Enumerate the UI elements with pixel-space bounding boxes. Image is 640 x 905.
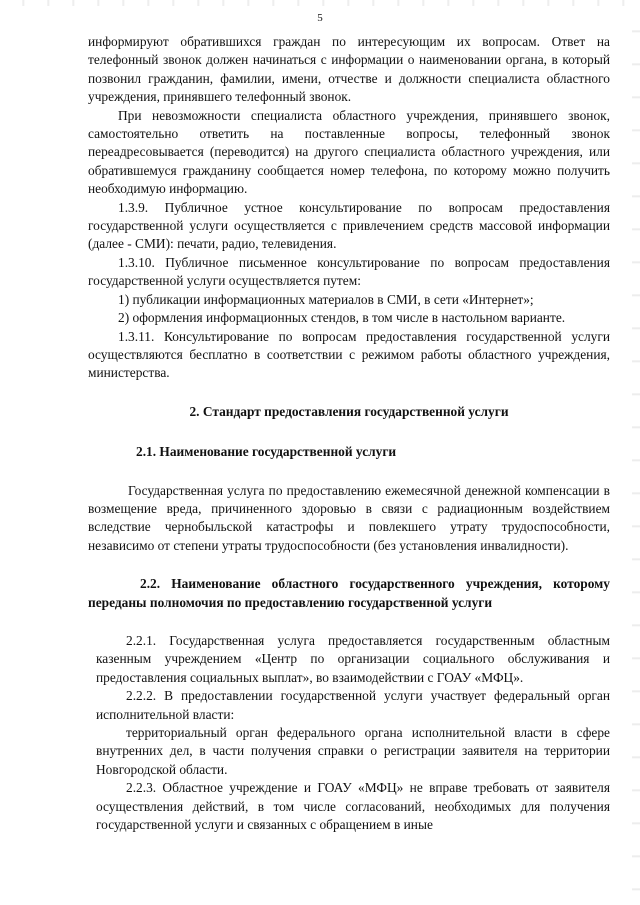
page-number: 5 [317, 12, 323, 24]
paragraph-redirect: При невозможности специалиста областного учреждения, принявшего звонок, самостоятельно ответить на поставленные вопросы, телефонный звонок переадресовывается (переводится) на другого специалиста областного учреждения, или обратившемуся гражданину сообщается номер телефона, по которому можно получить необходимую информацию. [88, 107, 610, 197]
paragraph-1-3-11: 1.3.11. Консультирование по вопросам предоставления государственной услуги осуществляются бесплатно в соответствии с режимом работы областного учреждения, министерства. [88, 328, 610, 381]
scan-edge-right [632, 0, 640, 905]
paragraph-continued: информируют обратившихся граждан по интересующим их вопросам. Ответ на телефонный звонок должен начинаться с информации о наименовании органа, в который позвонил гражданин, фамилии, имени, отчестве и должности специалиста областного учреждения, принявшего телефонный звонок. [88, 34, 610, 105]
paragraph-2-2-2-sub: территориальный орган федерального органа исполнительной власти в сфере внутренних дел, в части получения справки о регистрации заявителя на территории Новгородской области. [96, 725, 610, 777]
section-2-2-body [88, 632, 610, 834]
section-2-1-text: Государственная услуга по предоставлению ежемесячной денежной компенсации в возмещение вреда, причиненного здоровью в связи с радиационным воздействием вследствие чернобыльской катастрофы и повлекшего утрату трудоспособности, независимо от степени утраты трудоспособности (без установления инвалидности). [88, 482, 610, 553]
paragraph-1-3-10: 1.3.10. Публичное письменное консультирование по вопросам предоставления государственной услуги осуществляется путем: [88, 254, 610, 289]
list-item-2: 2) оформления информационных стендов, в том числе в настольном варианте. [118, 310, 566, 326]
list-item-1: 1) публикации информационных материалов в СМИ, в сети «Интернет»; [118, 291, 534, 307]
section-2-1-title: 2.1. Наименование государственной услуги [136, 444, 397, 460]
scan-edge-top [0, 0, 640, 6]
paragraph-2-2-2: 2.2.2. В предоставлении государственной услуги участвует федеральный орган исполнительной власти: [96, 688, 610, 722]
section-2-title: 2. Стандарт предоставления государственной услуги [189, 403, 509, 419]
paragraph-2-2-1: 2.2.1. Государственная услуга предоставляется государственным областным казенным учреждением «Центр по организации социального обслуживания и предоставления социальных выплат», во взаимодействии с ГОАУ «МФЦ». [96, 632, 610, 685]
paragraph-1-3-9: 1.3.9. Публичное устное консультирование по вопросам предоставления государственной услуги осуществляется с привлечением средств массовой информации (далее - СМИ): печати, радио, телевидения. [88, 199, 610, 252]
paragraph-2-2-3: 2.2.3. Областное учреждение и ГОАУ «МФЦ» не вправе требовать от заявителя осуществления действий, в том числе согласований, необходимых для получения государственной услуги и связанных с обращением в иные [96, 780, 610, 833]
section-2-2-title: 2.2. Наименование областного государственного учреждения, которому переданы полномочия по предоставлению государственной услуги [88, 576, 610, 610]
document-body [88, 33, 610, 834]
